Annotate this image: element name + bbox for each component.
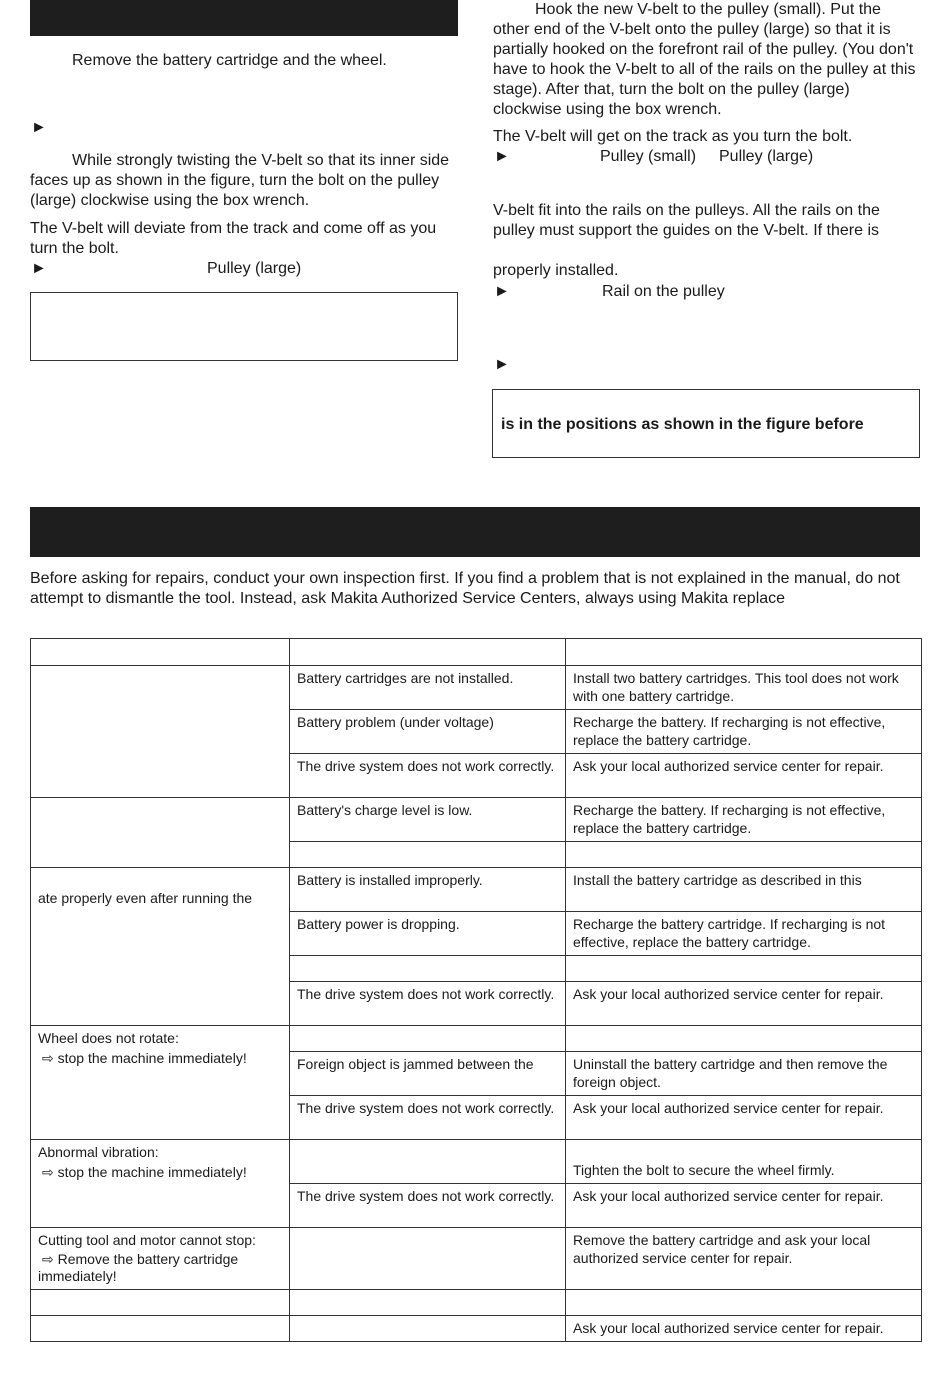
state-action [38, 1164, 282, 1182]
cause-cell [290, 1290, 566, 1316]
remedy-cell: Recharge the battery. If recharging is not effective, replace the battery cartridge. [566, 710, 922, 754]
state-action [38, 1251, 282, 1286]
state-cell [31, 1140, 290, 1228]
remedy-cell: Recharge the battery cartridge. If recharging is not effective, replace the battery cartridge. [566, 912, 922, 956]
cause-cell [290, 1026, 566, 1052]
state-action-text: stop the machine immediately! [57, 1049, 247, 1066]
cause-cell: Foreign object is jammed between the [290, 1052, 566, 1096]
table-row [31, 666, 922, 710]
remedy-cell: Uninstall the battery cartridge and then remove the foreign object. [566, 1052, 922, 1096]
cause-cell: The drive system does not work correctly. [290, 982, 566, 1026]
cause-cell [290, 1316, 566, 1342]
state-cell [31, 1228, 290, 1290]
remedy-cell: Ask your local authorized service center for repair. [566, 982, 922, 1026]
remedy-cell: Install the battery cartridge as described in this [566, 868, 922, 912]
remedy-cell: Recharge the battery. If recharging is not effective, replace the battery cartridge. [566, 798, 922, 842]
troubleshooting-intro: Before asking for repairs, conduct your own inspection first. If you find a problem that is not explained in the manual, do not attempt to dismantle the tool. Instead, ask Makita Authorized Service Centers, always using Makita replace [30, 570, 900, 607]
right-arrow-icon: ⇨ [42, 1049, 54, 1066]
step-remove-text: Remove the battery cartridge and the wheel. [72, 52, 387, 69]
remedy-cell [566, 1026, 922, 1052]
state-action-text: Remove the battery cartridge immediately! [38, 1250, 239, 1284]
right-notice-box [492, 389, 920, 458]
cause-cell: Battery cartridges are not installed. [290, 666, 566, 710]
label-pulley-small: Pulley (small) [600, 148, 697, 165]
header-cell-remedy [566, 639, 922, 666]
notice-text: is in the positions as shown in the figure before [501, 416, 864, 433]
right-arrow-icon: ⇨ [42, 1250, 54, 1267]
table-row [31, 1026, 922, 1052]
label-rail-on-pulley: Rail on the pulley [602, 283, 725, 300]
cause-cell: The drive system does not work correctly. [290, 1184, 566, 1228]
left-section-header-bar [30, 0, 458, 36]
hook-paragraph-text: Hook the new V-belt to the pulley (small). Put the other end of the V-belt onto the pulley (large) so that it is partially hooked on the forefront rail of the pulley. (You don't have to hook the V-belt to all of the rails on the pulley at this stage). After that, turn the bolt on the pulley (large) clockwise using the box wrench. [493, 1, 916, 118]
state-action [38, 1050, 282, 1068]
twist-paragraph-text: While strongly twisting the V-belt so that its inner side faces up as shown in the figure, turn the bolt on the pulley (large) clockwise using the box wrench. [30, 152, 450, 209]
remedy-cell: Ask your local authorized service center for repair. [566, 1096, 922, 1140]
figure-arrow-icon: ► [31, 119, 47, 136]
cause-cell: The drive system does not work correctly. [290, 1096, 566, 1140]
state-cell [31, 1026, 290, 1140]
header-cell-state [31, 639, 290, 666]
cause-cell [290, 842, 566, 868]
table-row [31, 1290, 922, 1316]
remedy-cell: Install two battery cartridges. This tool does not work with one battery cartridge. [566, 666, 922, 710]
label-pulley-large-right: Pulley (large) [719, 148, 814, 165]
track-paragraph: The V-belt will get on the track as you turn the bolt. [493, 128, 853, 145]
cause-cell [290, 956, 566, 982]
remedy-cell: Remove the battery cartridge and ask your local authorized service center for repair. [566, 1228, 922, 1290]
cause-cell: Battery problem (under voltage) [290, 710, 566, 754]
state-cell [31, 868, 290, 1026]
figure-arrow-icon: ► [494, 148, 510, 165]
table-row [31, 868, 922, 912]
twist-paragraph [30, 151, 462, 211]
state-text: Cutting tool and motor cannot stop: [38, 1232, 256, 1248]
troubleshooting-header-bar [30, 507, 920, 557]
installed-paragraph: properly installed. [493, 262, 619, 279]
hook-paragraph [493, 0, 918, 120]
remedy-cell: Ask your local authorized service center for repair. [566, 1184, 922, 1228]
state-text: ate properly even after running the [38, 890, 253, 906]
table-row [31, 798, 922, 842]
remedy-text: Tighten the bolt to secure the wheel firmly. [573, 1162, 835, 1178]
cause-cell [290, 1140, 566, 1184]
state-cell [31, 1316, 290, 1342]
label-pulley-large: Pulley (large) [207, 260, 302, 277]
table-header-row [31, 639, 922, 666]
table-row [31, 1316, 922, 1342]
state-cell [31, 798, 290, 868]
cause-cell [290, 1228, 566, 1290]
remedy-cell [566, 1290, 922, 1316]
state-cell [31, 1290, 290, 1316]
left-notice-box [30, 292, 458, 361]
cause-cell: Battery power is dropping. [290, 912, 566, 956]
state-text: Wheel does not rotate: [38, 1030, 179, 1046]
cause-cell: The drive system does not work correctly. [290, 754, 566, 798]
troubleshooting-table [30, 638, 922, 1342]
table-row [31, 1228, 922, 1290]
fit-paragraph: V-belt fit into the rails on the pulleys. All the rails on the pulley must support the guides on the V-belt. If there is [493, 202, 880, 239]
state-text: Abnormal vibration: [38, 1144, 159, 1160]
state-action-text: stop the machine immediately! [57, 1163, 247, 1180]
figure-arrow-icon: ► [494, 356, 510, 373]
cause-cell: Battery's charge level is low. [290, 798, 566, 842]
remedy-cell: Ask your local authorized service center for repair. [566, 754, 922, 798]
right-arrow-icon: ⇨ [42, 1163, 54, 1180]
state-cell [31, 666, 290, 798]
deviate-paragraph: The V-belt will deviate from the track and come off as you turn the bolt. [30, 220, 437, 257]
remedy-cell: Ask your local authorized service center for repair. [566, 1316, 922, 1342]
figure-arrow-icon: ► [494, 283, 510, 300]
figure-arrow-icon: ► [31, 260, 47, 277]
remedy-cell [566, 956, 922, 982]
table-row [31, 1140, 922, 1184]
remedy-cell [566, 842, 922, 868]
remedy-cell [566, 1140, 922, 1184]
header-cell-cause [290, 639, 566, 666]
cause-cell: Battery is installed improperly. [290, 868, 566, 912]
